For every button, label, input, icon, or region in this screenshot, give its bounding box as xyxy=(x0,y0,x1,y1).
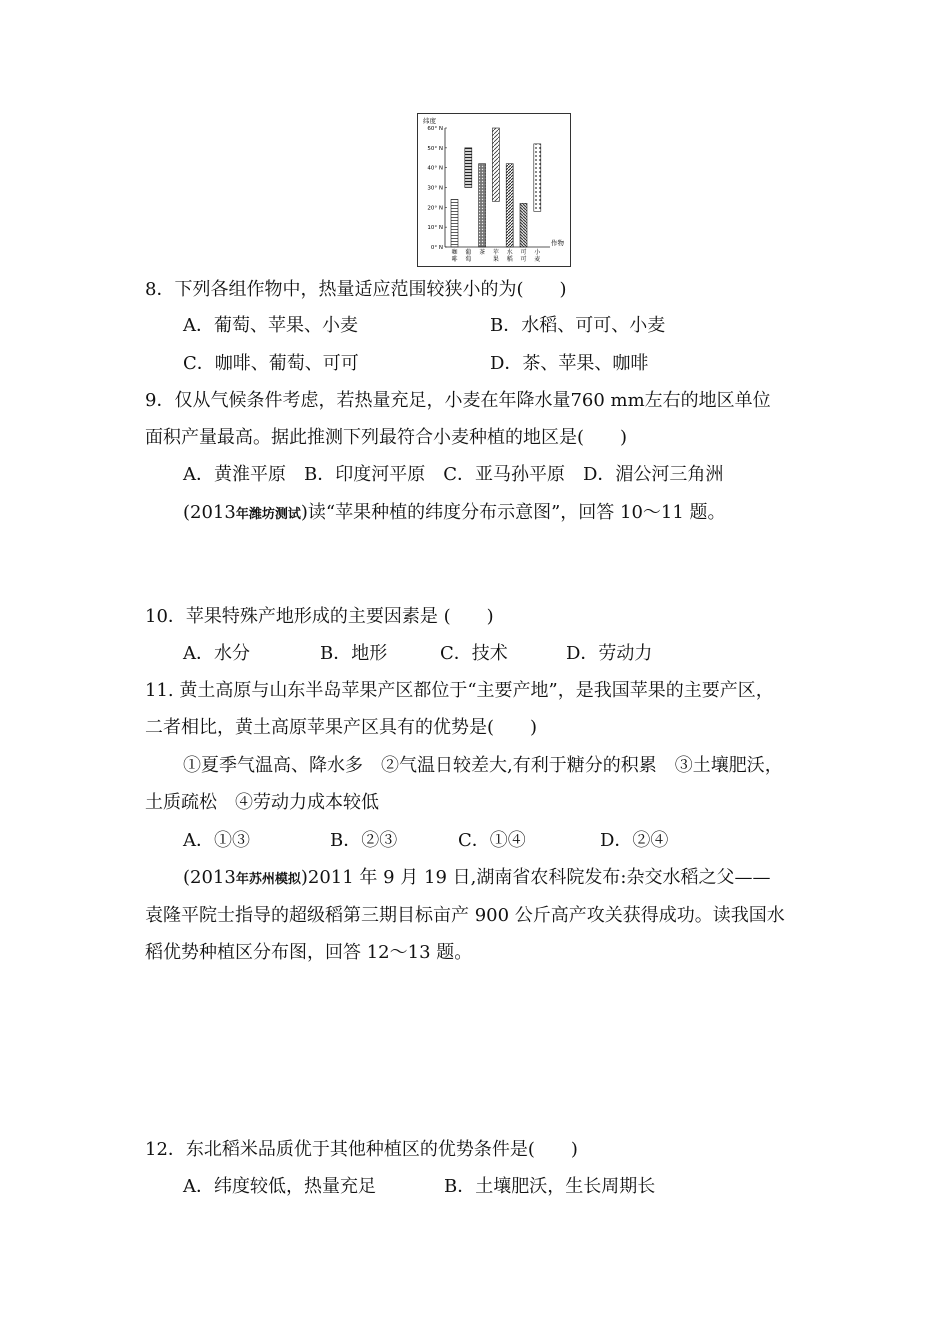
intro1-text: )读“苹果种植的纬度分布示意图”，回答 10～11 题。 xyxy=(300,502,726,523)
q9-options: A．黄淮平原 B．印度河平原 C．亚马孙平原 D．湄公河三角洲 xyxy=(183,464,724,485)
q8-option-d: D．茶、苹果、咖啡 xyxy=(490,353,649,374)
q11-stem-line1: 11. 黄土高原与山东半岛苹果产区都位于“主要产地”，是我国苹果的主要产区， xyxy=(145,680,774,701)
q11-option-b: B．②③ xyxy=(330,830,398,851)
chart-ytick-label: 40° N xyxy=(427,165,443,172)
intro-12-13-line3: 稻优势种植区分布图，回答 12～13 题。 xyxy=(145,942,473,963)
q12-stem: 12．东北稻米品质优于其他种植区的优势条件是( ) xyxy=(145,1139,578,1160)
chart-ytick-label: 20° N xyxy=(427,205,443,212)
chart-category-label: 茶 xyxy=(479,249,486,256)
q10-option-b: B．地形 xyxy=(320,643,388,664)
q8-option-c: C．咖啡、葡萄、可可 xyxy=(183,353,359,374)
q11-items-line1: ①夏季气温高、降水多 ②气温日较差大,有利于糖分的积累 ③土壤肥沃， xyxy=(183,755,783,776)
chart-bar xyxy=(479,164,486,247)
chart-ylabel: 纬度 xyxy=(423,117,436,125)
chart-bar xyxy=(492,128,499,201)
q11-stem-line2: 二者相比，黄土高原苹果产区具有的优势是( ) xyxy=(145,717,538,738)
chart-bar xyxy=(534,144,541,211)
chart-svg xyxy=(418,114,572,268)
q10-option-d: D．劳动力 xyxy=(566,643,653,664)
crop-latitude-chart xyxy=(417,113,571,267)
chart-category-label: 苹 xyxy=(492,249,499,256)
chart-category-label: 萄 xyxy=(465,256,472,263)
chart-bar xyxy=(465,148,472,188)
q11-option-a: A．①③ xyxy=(183,830,250,851)
q8-option-a: A．葡萄、苹果、小麦 xyxy=(183,315,358,336)
chart-category-label: 稻 xyxy=(506,256,513,263)
q11-option-d: D．②④ xyxy=(600,830,669,851)
q10-stem: 10．苹果特殊产地形成的主要因素是 ( ) xyxy=(145,606,494,627)
q10-option-c: C．技术 xyxy=(440,643,508,664)
chart-category-label: 小 xyxy=(534,249,541,256)
intro-10-11 xyxy=(183,501,726,527)
q12-option-a: A．纬度较低，热量充足 xyxy=(183,1176,376,1197)
chart-category-label: 麦 xyxy=(534,256,541,263)
chart-category-label: 果 xyxy=(492,256,499,263)
chart-category-label: 可 xyxy=(520,249,527,256)
intro2-text1: )2011 年 9 月 19 日,湖南省农科院发布:杂交水稻之父—— xyxy=(300,867,771,888)
chart-ytick-label: 60° N xyxy=(427,126,443,132)
q12-option-b: B．土壤肥沃，生长周期长 xyxy=(444,1176,656,1197)
chart-category-label: 可 xyxy=(520,256,527,263)
chart-category-label: 咖 xyxy=(451,249,458,256)
q11-option-c: C．①④ xyxy=(458,830,526,851)
chart-ytick-label: 50° N xyxy=(427,145,443,152)
chart-category-label: 水 xyxy=(506,249,513,256)
q8-stem: 8．下列各组作物中，热量适应范围较狭小的为( ) xyxy=(145,279,567,300)
chart-bar xyxy=(520,203,527,247)
chart-bar xyxy=(506,164,513,247)
q9-stem-line1: 9．仅从气候条件考虑，若热量充足，小麦在年降水量760 mm左右的地区单位 xyxy=(145,390,771,411)
chart-ytick-label: 10° N xyxy=(427,225,443,232)
q8-option-b: B．水稻、可可、小麦 xyxy=(490,315,666,336)
intro1-source: 年潍坊测试 xyxy=(235,507,301,522)
intro1-paren: (2013 xyxy=(183,502,236,523)
chart-bar xyxy=(451,199,458,247)
chart-xlabel: 作物 xyxy=(551,239,564,247)
intro-12-13-line1 xyxy=(183,866,770,892)
chart-ytick-label: 30° N xyxy=(427,185,443,192)
chart-ytick-label: 0° N xyxy=(430,245,443,251)
q10-option-a: A．水分 xyxy=(183,643,250,664)
intro2-paren: (2013 xyxy=(183,867,236,888)
q9-stem-line2: 面积产量最高。据此推测下列最符合小麦种植的地区是( ) xyxy=(145,427,628,448)
chart-category-label: 葡 xyxy=(465,249,472,256)
intro2-source: 年苏州模拟 xyxy=(235,872,301,887)
chart-category-label: 啡 xyxy=(451,256,458,263)
intro-12-13-line2: 袁隆平院士指导的超级稻第三期目标亩产 900 公斤高产攻关获得成功。读我国水 xyxy=(145,905,785,926)
q11-items-line2: 土质疏松 ④劳动力成本较低 xyxy=(145,792,379,813)
